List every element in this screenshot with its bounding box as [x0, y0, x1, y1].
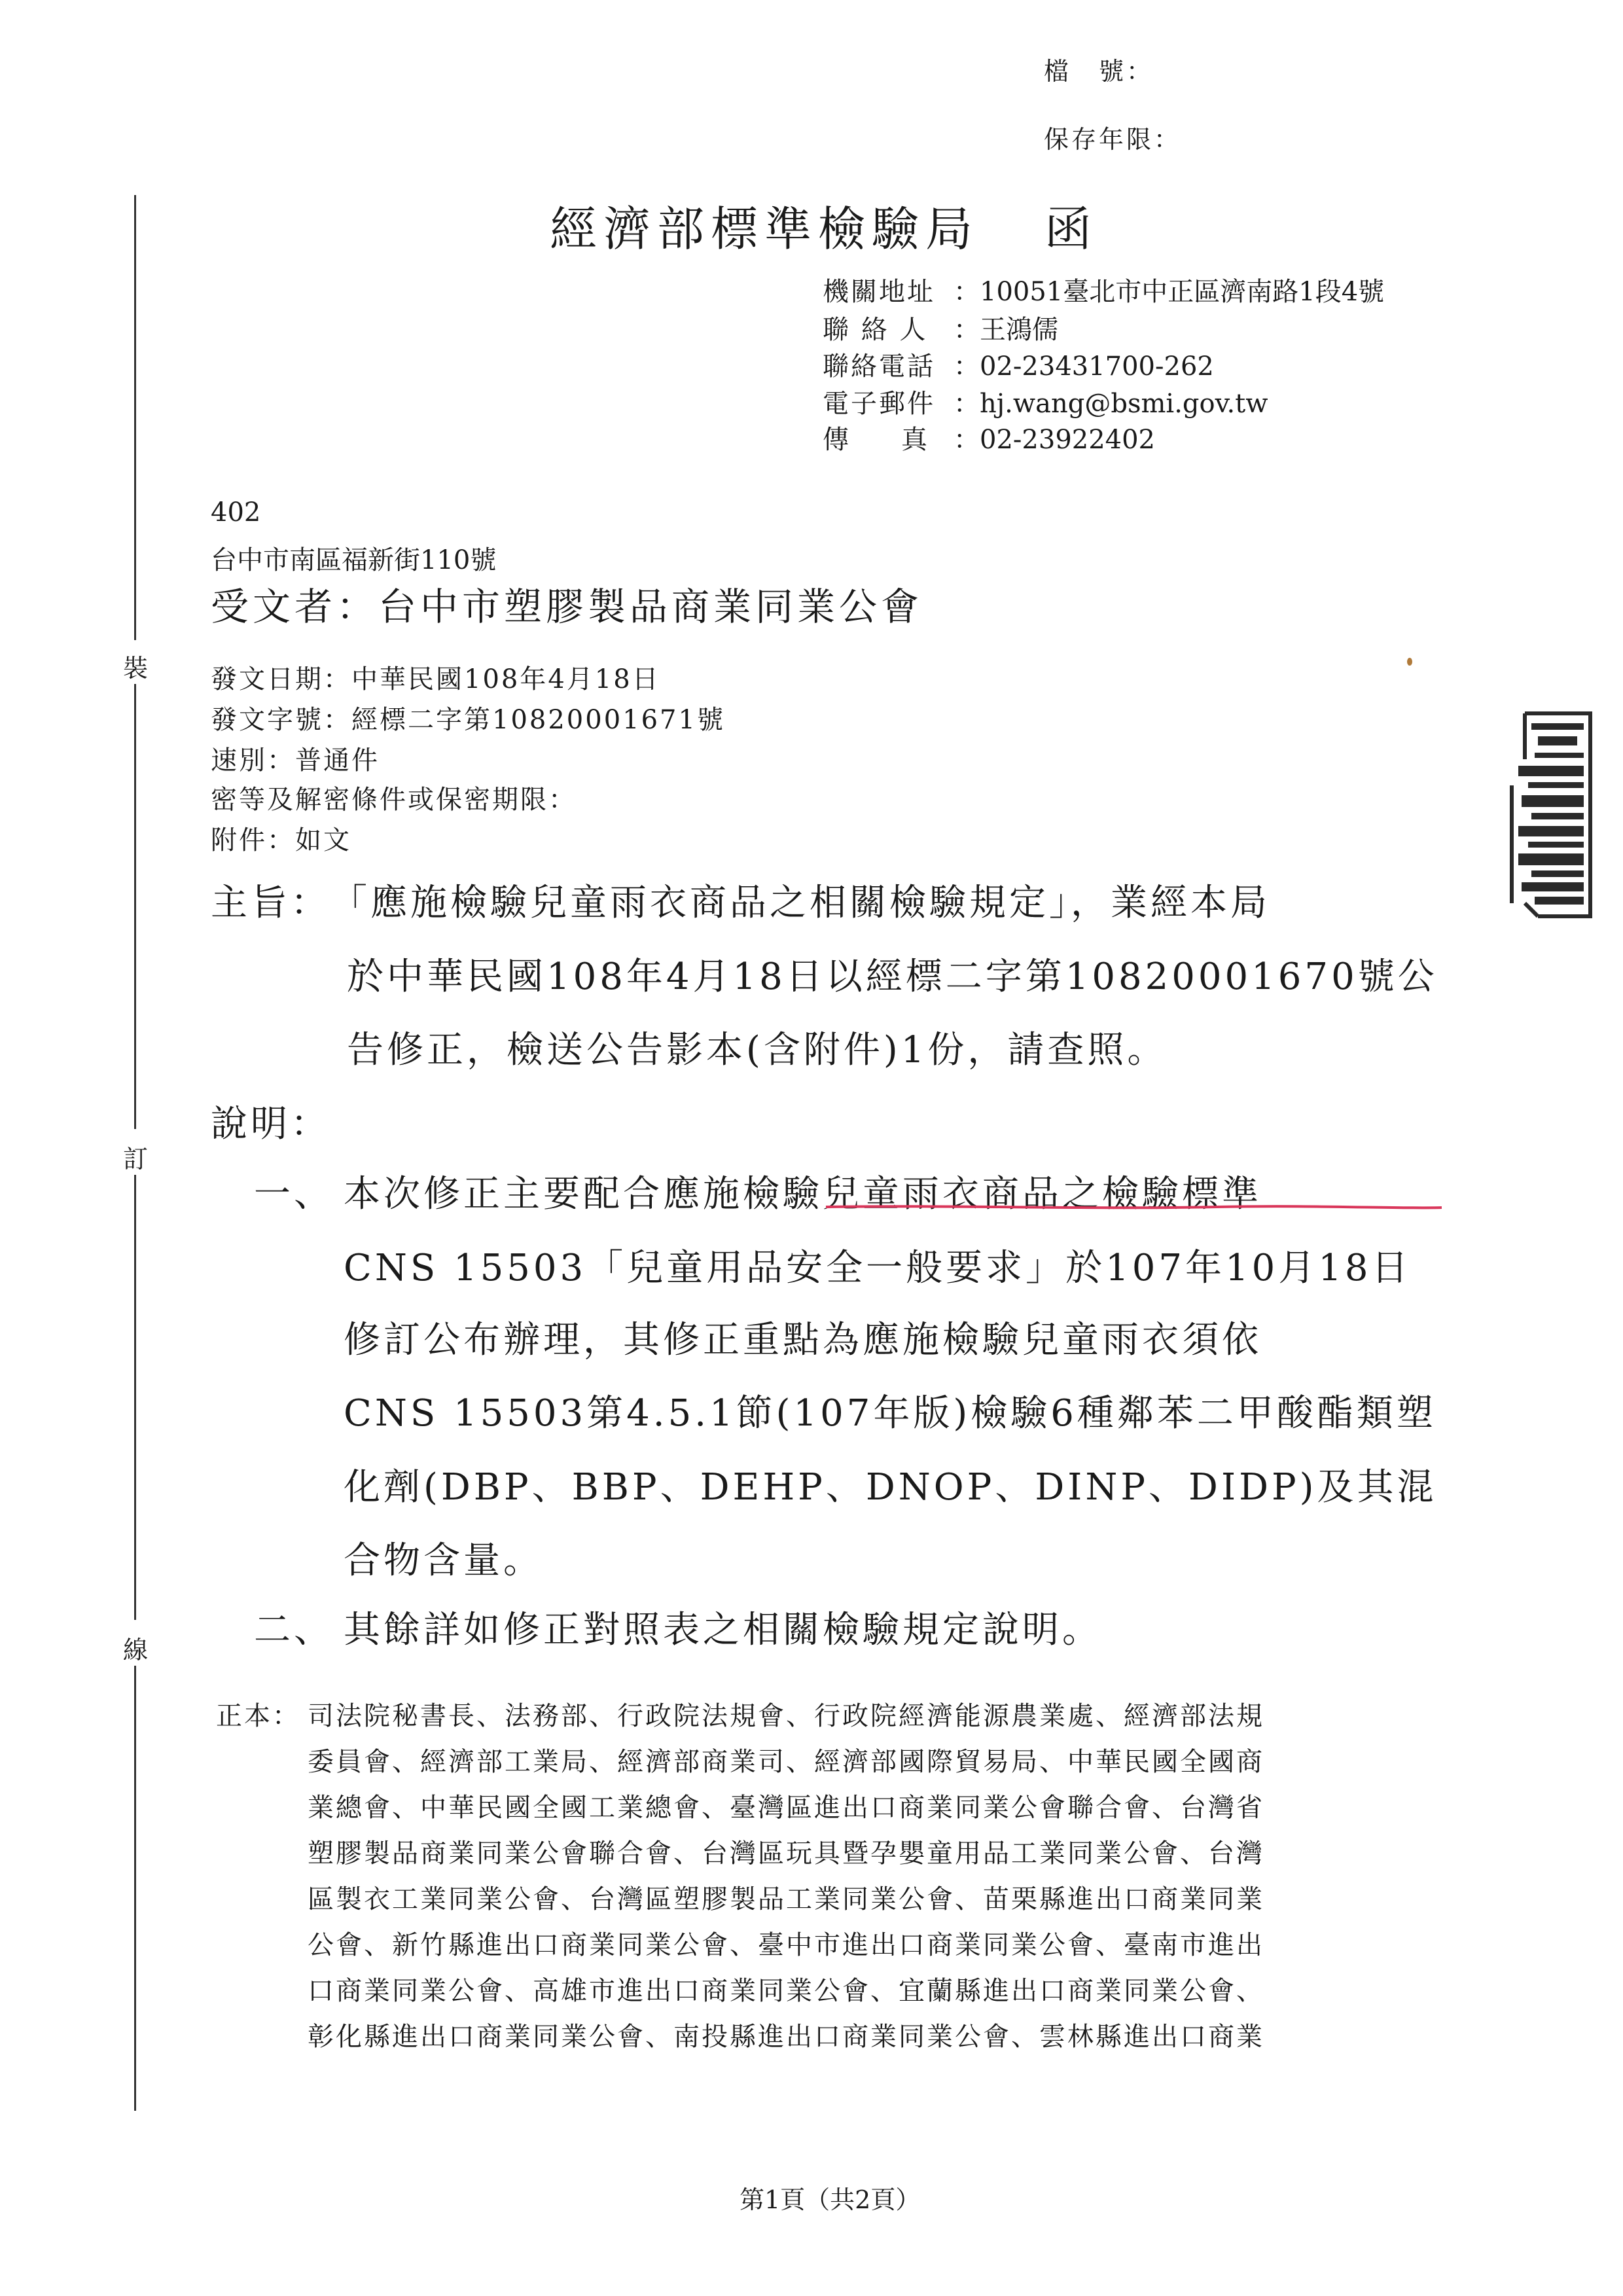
delivery-speed: 速別：普通件: [211, 745, 380, 776]
page-title: [550, 191, 1098, 259]
document-number: 發文字號：經標二字第10820001671號: [211, 705, 725, 735]
copies-line: 業總會、中華民國全國工業總會、臺灣區進出口商業同業公會聯合會、台灣省: [308, 1793, 1264, 1823]
copies-line: 彰化縣進出口商業同業公會、南投縣進出口商業同業公會、雲林縣進出口商業: [308, 2022, 1264, 2052]
binding-line-segment: [134, 195, 136, 640]
copies-line: 司法院秘書長、法務部、行政院法規會、行政院經濟能源農業處、經濟部法規: [308, 1701, 1264, 1731]
explanation-line: 修訂公布辦理，其修正重點為應施檢驗兒童雨衣須依: [344, 1319, 1262, 1361]
contact-sep: ：: [954, 425, 980, 455]
explanation-line: CNS 15503第4.5.1節(107年版)檢驗6種鄰苯二甲酸酯類塑: [344, 1392, 1436, 1435]
subject-label: 主旨：: [211, 882, 330, 924]
binding-line-segment: [134, 1666, 136, 2111]
retention-period-label: 保存年限：: [1044, 125, 1182, 154]
ink-speck: [1407, 658, 1412, 666]
subject-line: 「應施檢驗兒童雨衣商品之相關檢驗規定」，業經本局: [330, 882, 1270, 924]
contact-key: 電子郵件: [823, 389, 935, 419]
binding-char-xian: 線: [123, 1636, 149, 1664]
recipient-address: 台中市南區福新街110號: [211, 545, 497, 575]
binding-char-zhuang: 裝: [123, 654, 149, 683]
contact-sep: ：: [954, 315, 980, 345]
contact-person: 王鴻儒: [980, 315, 1058, 345]
contact-fax-row: [823, 419, 1155, 456]
copies-line: 區製衣工業同業公會、台灣區塑膠製品工業同業公會、苗栗縣進出口商業同業: [308, 1884, 1264, 1914]
binding-line-segment: [134, 1175, 136, 1620]
binding-line-segment: [134, 684, 136, 1129]
explanation-line: 其餘詳如修正對照表之相關檢驗規定說明。: [344, 1609, 1102, 1651]
secrecy-level: 密等及解密條件或保密期限：: [211, 785, 577, 815]
contact-sep: ：: [954, 277, 980, 307]
contact-key: 聯絡電話: [823, 351, 935, 382]
explanation-item-marker: 二、: [254, 1609, 334, 1651]
copies-label: 正本：: [216, 1701, 300, 1731]
explanation-item-marker: 一、: [254, 1173, 334, 1215]
explanation-line: 合物含量。: [344, 1539, 543, 1582]
explanation-line: CNS 15503「兒童用品安全一般要求」於107年10月18日: [344, 1247, 1412, 1289]
binding-char-ding: 訂: [123, 1145, 149, 1174]
contact-key: 機關地址: [823, 277, 935, 307]
issue-date: 發文日期：中華民國108年4月18日: [211, 664, 660, 694]
contact-key: 聯 絡 人: [823, 315, 928, 345]
contact-sep: ：: [954, 389, 980, 419]
recipient-zip: 402: [211, 497, 261, 528]
contact-person-row: [823, 309, 1058, 346]
document-type: 函: [1044, 202, 1099, 257]
copies-line: 公會、新竹縣進出口商業同業公會、臺中市進出口商業同業公會、臺南市進出: [308, 1930, 1264, 1960]
contact-phone-row: [823, 346, 1214, 383]
agency-name: 經濟部標準檢驗局: [550, 202, 980, 257]
contact-address-row: [823, 271, 1384, 308]
contact-phone: 02-23431700-262: [980, 351, 1214, 382]
copies-line: 口商業同業公會、高雄市進出口商業同業公會、宜蘭縣進出口商業同業公會、: [308, 1976, 1264, 2006]
explanation-line: 本次修正主要配合應施檢驗兒童雨衣商品之檢驗標準: [344, 1173, 1262, 1215]
contact-fax: 02-23922402: [980, 425, 1156, 455]
attachment: 附件：如文: [211, 825, 351, 855]
file-number-label: 檔 號：: [1044, 57, 1154, 86]
page-number: 第1頁（共2頁）: [740, 2185, 921, 2214]
contact-sep: ：: [954, 351, 980, 382]
contact-address: 10051臺北市中正區濟南路1段4號: [980, 277, 1385, 307]
recipient-line: 受文者：台中市塑膠製品商業同業公會: [211, 584, 923, 629]
contact-key: 傳 真: [823, 425, 927, 455]
contact-email-row: [823, 383, 1268, 420]
copies-line: 塑膠製品商業同業公會聯合會、台灣區玩具暨孕嬰童用品工業同業公會、台灣: [308, 1839, 1264, 1869]
subject-line: 於中華民國108年4月18日以經標二字第10820001670號公: [347, 956, 1438, 998]
contact-email[interactable]: hj.wang@bsmi.gov.tw: [980, 389, 1268, 419]
seal-stamp-icon: [1499, 707, 1597, 923]
subject-line: 告修正，檢送公告影本(含附件)1份，請查照。: [347, 1029, 1168, 1071]
explanation-label: 說明：: [211, 1103, 330, 1145]
red-underline-mark: [825, 1203, 1443, 1212]
copies-line: 委員會、經濟部工業局、經濟部商業司、經濟部國際貿易局、中華民國全國商: [308, 1747, 1264, 1777]
explanation-line: 化劑(DBP、BBP、DEHP、DNOP、DINP、DIDP)及其混: [344, 1466, 1437, 1509]
